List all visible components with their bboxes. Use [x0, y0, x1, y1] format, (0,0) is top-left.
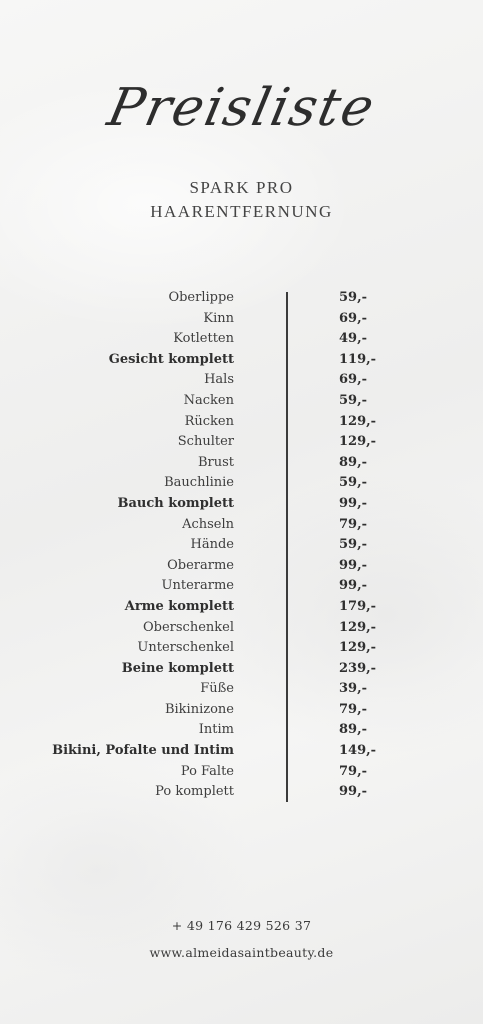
treatment-price: 89,-	[339, 454, 368, 470]
treatment-price: 89,-	[339, 722, 368, 738]
treatment-name: Po Falte	[180, 763, 234, 779]
treatment-price: 239,-	[339, 660, 377, 676]
treatment-name: Unterschenkel	[137, 640, 234, 656]
treatment-price: 59,-	[339, 537, 368, 553]
treatment-name: Bauchlinie	[164, 475, 234, 491]
treatment-price: 69,-	[339, 372, 368, 388]
treatment-price: 79,-	[339, 701, 368, 717]
phone-number[interactable]: + 49 176 429 526 37	[171, 918, 312, 933]
treatment-name: Bikini, Pofalte und Intim	[52, 743, 234, 759]
treatment-price: 129,-	[339, 434, 377, 450]
price-row	[0, 517, 483, 538]
website-link[interactable]: www.almeidasaintbeauty.de	[149, 945, 334, 960]
treatment-name: Po komplett	[155, 784, 234, 800]
price-row	[0, 496, 483, 517]
price-row	[0, 311, 483, 332]
treatment-price: 59,-	[339, 475, 368, 491]
treatment-price: 59,-	[339, 392, 368, 408]
price-row	[0, 743, 483, 764]
treatment-name: Oberarme	[167, 557, 234, 573]
treatment-price: 69,-	[339, 310, 368, 326]
treatment-name: Unterarme	[161, 578, 234, 594]
price-row	[0, 702, 483, 723]
treatment-name: Oberlippe	[168, 290, 234, 305]
price-row	[0, 352, 483, 373]
treatment-name: Kinn	[203, 310, 234, 326]
treatment-name: Intim	[198, 722, 234, 738]
treatment-name: Nacken	[183, 392, 234, 408]
treatment-price: 99,-	[339, 495, 368, 511]
price-row	[0, 414, 483, 435]
treatment-price: 119,-	[339, 351, 377, 367]
treatment-price: 149,-	[339, 743, 377, 759]
price-row	[0, 764, 483, 785]
price-row	[0, 393, 483, 414]
treatment-price: 79,-	[339, 516, 368, 532]
price-row	[0, 455, 483, 476]
treatment-name: Schulter	[177, 434, 234, 450]
treatment-name: Hals	[204, 372, 234, 388]
treatment-price: 99,-	[339, 578, 368, 594]
treatment-name: Arme komplett	[124, 598, 234, 614]
treatment-name: Füße	[200, 681, 234, 697]
price-row	[0, 290, 483, 311]
treatment-name: Achseln	[182, 516, 234, 532]
treatment-name: Hände	[190, 537, 234, 553]
price-row	[0, 475, 483, 496]
treatment-name: Rücken	[184, 413, 234, 429]
price-row	[0, 372, 483, 393]
treatment-name: Kotletten	[173, 331, 234, 347]
treatment-price: 99,-	[339, 557, 368, 573]
price-row	[0, 661, 483, 682]
price-list	[0, 290, 483, 805]
treatment-name: Oberschenkel	[142, 619, 234, 635]
price-row	[0, 537, 483, 558]
price-row	[0, 722, 483, 743]
treatment-price: 79,-	[339, 763, 368, 779]
price-row	[0, 599, 483, 620]
price-row	[0, 681, 483, 702]
treatment-name: Bikinizone	[164, 701, 234, 717]
treatment-price: 129,-	[339, 413, 377, 429]
treatment-price: 99,-	[339, 784, 368, 800]
price-row	[0, 784, 483, 805]
page-title: Preisliste	[102, 78, 381, 138]
treatment-price: 129,-	[339, 619, 377, 635]
price-row	[0, 558, 483, 579]
subtitle-brand: SPARK PRO	[189, 178, 294, 197]
treatment-name: Brust	[197, 454, 234, 470]
price-row	[0, 578, 483, 599]
price-row	[0, 620, 483, 641]
treatment-price: 129,-	[339, 640, 377, 656]
price-row	[0, 640, 483, 661]
title-container	[0, 78, 483, 138]
treatment-price: 39,-	[339, 681, 368, 697]
treatment-price: 179,-	[339, 598, 377, 614]
treatment-price: 59,-	[339, 290, 368, 305]
price-row	[0, 331, 483, 352]
treatment-name: Gesicht komplett	[108, 351, 234, 367]
subtitle-service: HAARENTFERNUNG	[150, 202, 333, 221]
treatment-name: Beine komplett	[121, 660, 234, 676]
treatment-name: Bauch komplett	[117, 495, 234, 511]
treatment-price: 49,-	[339, 331, 368, 347]
price-row	[0, 434, 483, 455]
